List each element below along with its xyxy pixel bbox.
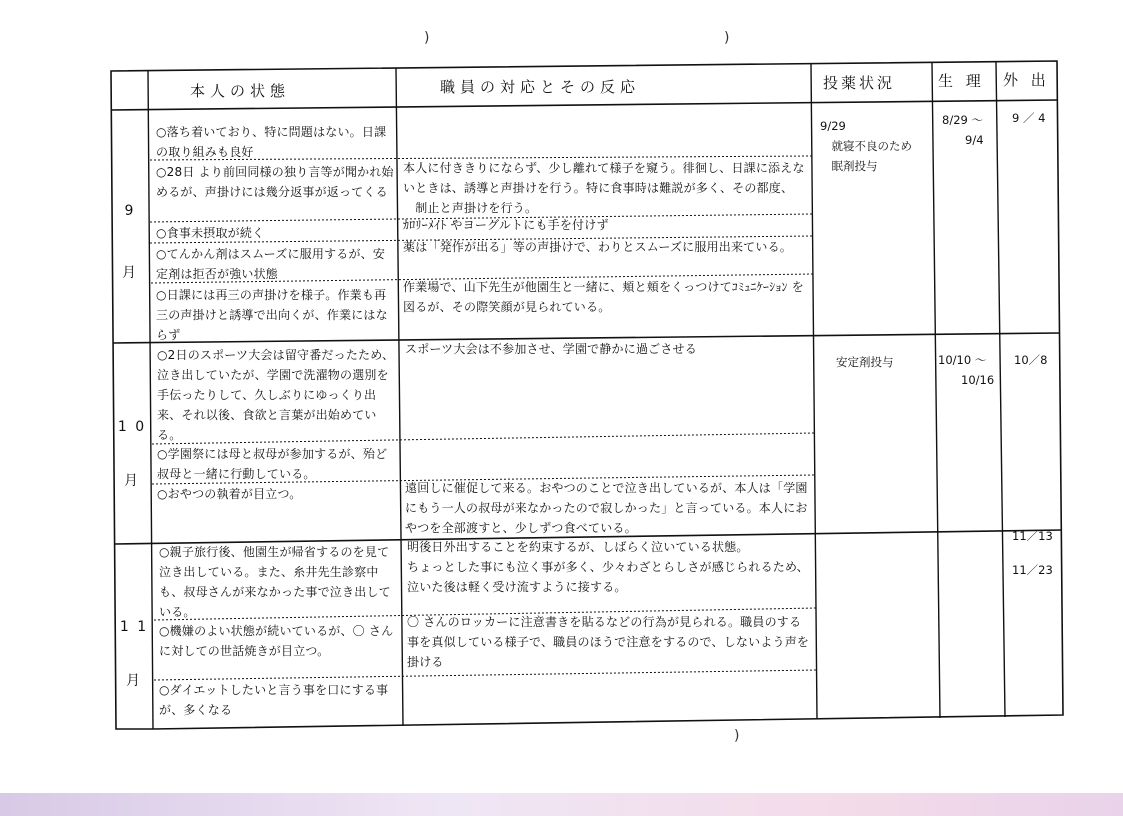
month-label-november: 1 1 月 <box>119 619 149 689</box>
month-label-october: 1 0 月 <box>117 419 147 489</box>
response-cell: スポーツ大会は不参加させ、学園で静かに過ごさせる <box>405 342 697 356</box>
outing-november: 11／13 11／23 <box>1012 529 1053 577</box>
condition-cell: ○2日のスポーツ大会は留守番だったため、泣き出していたが、学園で洗濯物の選別を手伝ったりして、久しぶりにゆっくり出来、それ以後、食欲と言葉が出始めている。 <box>157 348 395 442</box>
condition-cell: ○親子旅行後、他園生が帰省するのを見て泣き出している。また、糸井先生診察中も、叔母さんが来なかった事で泣き出している。 <box>159 545 391 619</box>
header-medication: 投薬状況 <box>823 74 896 92</box>
response-cell: ｶﾛﾘｰﾒｲﾄ やヨーグルトにも手を付けず <box>403 218 609 232</box>
header-outing: 外 出 <box>1003 71 1050 89</box>
scanner-edge-strip <box>0 793 1123 816</box>
response-cell: 〇 さんのロッカーに注意書きを貼るなどの行為が見られる。職員のする事を真似している様子で、職員のほうで注意をするので、しないよう声を掛ける <box>407 615 810 669</box>
condition-cell: ○てんかん剤はスムーズに服用するが、安定剤は拒否が強い状態 <box>156 247 386 281</box>
condition-cell: ○機嫌のよい状態が続いているが、〇 さんに対しての世話焼きが目立つ。 <box>159 624 394 658</box>
punch-hole-mark: ) <box>424 30 430 46</box>
physiology-september: 8/29 ～ 9/4 <box>942 113 984 147</box>
punch-hole-mark: ) <box>724 30 730 46</box>
physiology-october: 10/10 ～ 10/16 <box>938 353 995 387</box>
response-cell: 作業場で、山下先生が他園生と一緒に、頬と頬をくっつけてｺﾐｭﾆｹｰｼｮﾝ を図るが、その際笑顔が見られている。 <box>403 280 804 314</box>
outing-october: 10／8 <box>1014 353 1048 367</box>
punch-hole-mark: ) <box>734 728 740 744</box>
condition-cell: ○28日 より前回同様の独り言等が聞かれ始めるが、声掛けには幾分返事が返ってくる <box>156 165 394 199</box>
condition-cell: ○落ち着いており、特に問題はない。日課の取り組みも良好 <box>156 125 387 159</box>
response-cell: 薬は「発作が出る」等の声掛けで、わりとスムーズに服用出来ている。 <box>403 240 792 254</box>
condition-cell: ○食事未摂取が続く <box>156 226 265 240</box>
condition-cell: ○学園祭には母と叔母が参加するが、殆ど叔母と一緒に行動している。 <box>157 447 388 481</box>
response-cell: 明後日外出することを約束するが、しばらく泣いている状態。 ちょっとした事にも泣く事が多く、少々わざとらしさが感じられるため、泣いた後は軽く受け流すように接する。 <box>407 540 809 594</box>
outing-september: 9 ／ 4 <box>1012 111 1046 125</box>
medication-october: 安定剤投与 <box>836 355 894 369</box>
condition-cell: ○ダイエットしたいと言う事を口にする事が、多くなる <box>159 683 389 717</box>
header-physiology: 生 理 <box>938 72 985 90</box>
header-condition: 本人の状態 <box>190 82 291 100</box>
medication-september: 9/29 就寝不良のため 眠剤投与 <box>820 119 912 173</box>
month-label-september: 9 月 <box>122 203 138 281</box>
header-staff-response: 職員の対応とその反応 <box>440 78 641 96</box>
response-cell: 本人に付ききりにならず、少し離れて様子を窺う。徘徊し、日課に添えないときは、誘導と声掛けを行う。特に食事時は難説が多く、その都度、 制止と声掛けを行う。 <box>403 161 805 215</box>
response-cell: 遠回しに催促して来る。おやつのことで泣き出しているが、本人は「学園にもう一人の叔母が来なかったので寂しかった」と言っている。本人におやつを全部渡すと、少しずつ食べている。 <box>405 481 808 534</box>
condition-cell: ○日課には再三の声掛けを様子。作業も再三の声掛けと誘導で出向くが、作業にはならず <box>156 288 388 342</box>
condition-cell: ○おやつの執着が目立つ。 <box>157 487 302 501</box>
